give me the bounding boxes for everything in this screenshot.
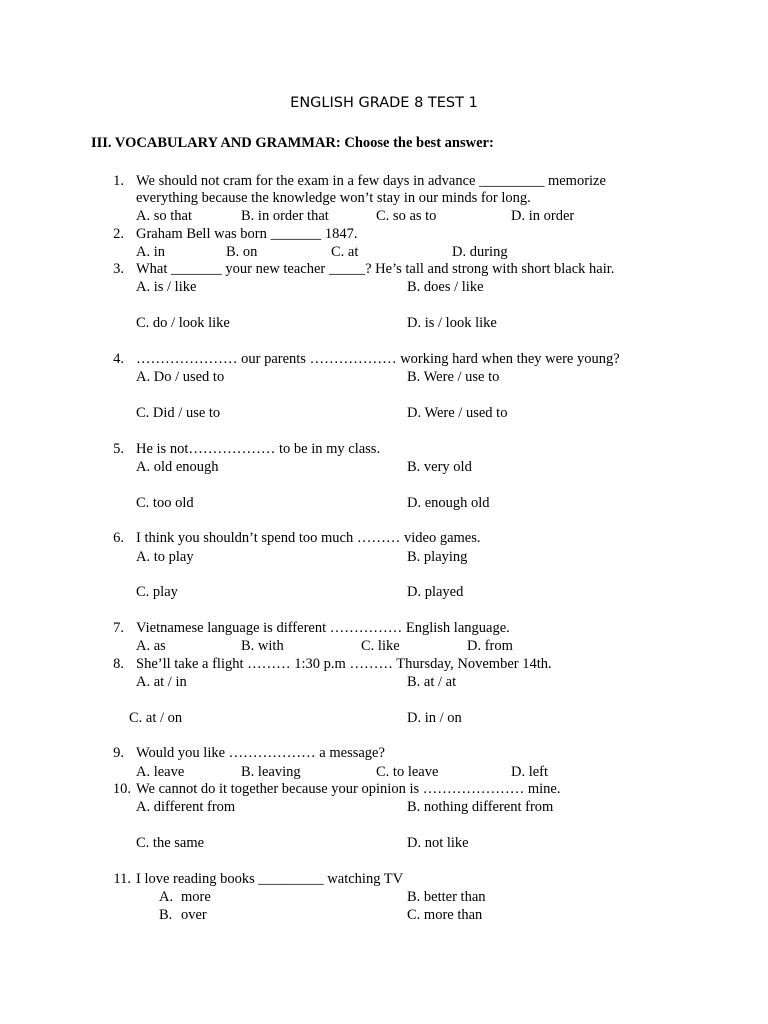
option-a-text: more xyxy=(181,889,211,905)
option-c: C. so as to xyxy=(376,208,437,224)
option-c: C. Did / use to xyxy=(136,405,221,421)
option-b: B. very old xyxy=(407,459,472,475)
question-stem: ………………… our parents ……………… working hard when they were young? xyxy=(136,351,620,367)
question-stem: I love reading books _________ watching TV xyxy=(136,871,404,887)
option-d: D. Were / used to xyxy=(407,405,508,421)
question-number: 10. xyxy=(112,781,131,797)
question-number: 5. xyxy=(113,441,124,457)
option-d: D. is / look like xyxy=(407,315,497,331)
option-d: D. enough old xyxy=(407,495,490,511)
option-a-letter: A. xyxy=(159,889,174,905)
option-d: D. from xyxy=(467,638,513,654)
option-b: B. at / at xyxy=(407,674,457,690)
option-b: B. on xyxy=(226,244,258,260)
option-c: C. do / look like xyxy=(136,315,230,331)
option-b: B. Were / use to xyxy=(407,369,500,385)
option-a: A. at / in xyxy=(136,674,187,690)
option-d: D. left xyxy=(511,764,549,780)
option-b: B. does / like xyxy=(407,279,484,295)
question-stem: Graham Bell was born _______ 1847. xyxy=(136,226,358,242)
option-c: C. at / on xyxy=(129,710,183,726)
question-number: 6. xyxy=(113,530,124,546)
option-a: A. Do / used to xyxy=(136,369,225,385)
option-c: C. like xyxy=(361,638,400,654)
question-number: 9. xyxy=(113,745,124,761)
option-b: B. better than xyxy=(407,889,486,905)
question-number: 11. xyxy=(113,871,131,887)
question-number: 1. xyxy=(113,173,124,189)
option-c: C. at xyxy=(331,244,359,260)
question-stem: He is not……………… to be in my class. xyxy=(136,441,381,457)
option-c: C. more than xyxy=(407,907,483,923)
option-c: C. to leave xyxy=(376,764,439,780)
option-b: B. nothing different from xyxy=(407,799,554,815)
question-number: 4. xyxy=(113,351,124,367)
option-a: A. in xyxy=(136,244,165,260)
option-a: A. old enough xyxy=(136,459,219,475)
option-b: B. leaving xyxy=(241,764,301,780)
question-number: 8. xyxy=(113,656,124,672)
question-number: 2. xyxy=(113,226,124,242)
option-b: B. playing xyxy=(407,549,468,565)
option-a: A. leave xyxy=(136,764,185,780)
option-c: C. play xyxy=(136,584,178,600)
option-d: D. during xyxy=(452,244,508,260)
option-b-letter: B. xyxy=(159,907,173,923)
option-d: D. played xyxy=(407,584,464,600)
document-title: ENGLISH GRADE 8 TEST 1 xyxy=(290,95,478,111)
option-b: B. with xyxy=(241,638,284,654)
question-stem-continued: everything because the knowledge won’t stay in our minds for long. xyxy=(136,190,531,206)
question-stem: Would you like ……………… a message? xyxy=(136,745,385,761)
option-a: A. is / like xyxy=(136,279,197,295)
option-a: A. to play xyxy=(136,549,194,565)
question-stem: Vietnamese language is different …………… English language. xyxy=(136,620,510,636)
option-b: B. in order that xyxy=(241,208,329,224)
question-stem: I think you shouldn’t spend too much ……… video games. xyxy=(136,530,481,546)
section-heading: III. VOCABULARY AND GRAMMAR: Choose the best answer: xyxy=(91,135,494,151)
option-d: D. in order xyxy=(511,208,575,224)
option-a: A. as xyxy=(136,638,166,654)
question-stem: She’ll take a flight ……… 1:30 p.m ……… Thursday, November 14th. xyxy=(136,656,552,672)
option-d: D. not like xyxy=(407,835,469,851)
option-a: A. different from xyxy=(136,799,236,815)
question-stem: We should not cram for the exam in a few days in advance _________ memorize xyxy=(136,173,606,189)
option-d: D. in / on xyxy=(407,710,462,726)
question-stem: What _______ your new teacher _____? He’s tall and strong with short black hair. xyxy=(136,261,615,277)
question-number: 3. xyxy=(113,261,124,277)
question-number: 7. xyxy=(113,620,124,636)
option-c: C. the same xyxy=(136,835,205,851)
option-c: C. too old xyxy=(136,495,194,511)
question-stem: We cannot do it together because your opinion is ………………… mine. xyxy=(136,781,561,797)
option-a: A. so that xyxy=(136,208,192,224)
option-b-text: over xyxy=(181,907,207,923)
